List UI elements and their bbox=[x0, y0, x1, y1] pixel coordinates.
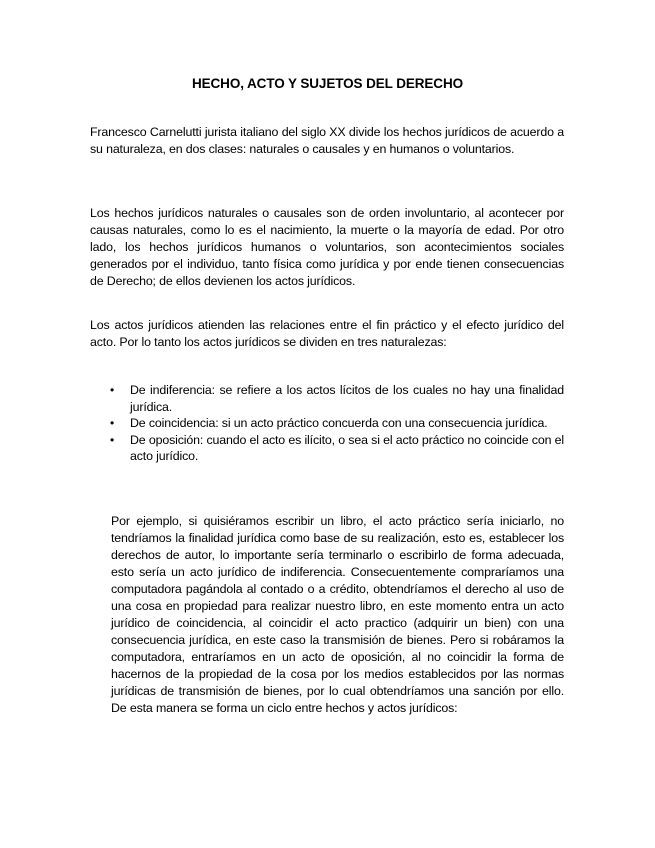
natures-list bbox=[90, 382, 564, 465]
list-item-indiferencia bbox=[90, 382, 564, 415]
page-title: HECHO, ACTO Y SUJETOS DEL DERECHO bbox=[191, 76, 463, 91]
bullet-icon: • bbox=[110, 416, 115, 430]
bullet-icon: • bbox=[110, 383, 115, 397]
paragraph-legal-acts: Los actos jurídicos atienden las relaciones entre el fin práctico y el efecto jurídico del acto. Por lo tanto los actos jurídicos se dividen en tres naturalezas: bbox=[90, 318, 564, 349]
list-item-oposicion bbox=[90, 432, 564, 465]
list-item-text: De coincidencia: si un acto práctico concuerda con una consecuencia jurídica. bbox=[130, 416, 548, 430]
paragraph-carnelutti: Francesco Carnelutti jurista italiano del siglo XX divide los hechos jurídicos de acuerdo a su naturaleza, en dos clases: naturales o causales y en humanos o voluntarios. bbox=[90, 125, 564, 156]
list-item-coincidencia bbox=[90, 415, 564, 432]
paragraph-natural-facts: Los hechos jurídicos naturales o causales son de orden involuntario, al acontecer por causas naturales, como lo es el nacimiento, la muerte o la mayoría de edad. Por otro lado, los hechos jurídicos humanos o voluntarios, son acontecimientos sociales generados por el individuo, tanto física como jurídica y por ende tienen consecuencias de Derecho; de ellos devienen los actos jurídicos. bbox=[90, 206, 564, 288]
paragraph-example: Por ejemplo, si quisiéramos escribir un libro, el acto práctico sería iniciarlo, no tendríamos la finalidad jurídica como base de su realización, esto es, establecer los derechos de autor, lo importante sería terminarlo o escribirlo de forma adecuada, esto sería un acto jurídico de indiferencia. Consecuentemente compraríamos una computadora pagándola al contado o a crédito, obtendríamos el derecho al uso de una cosa en propiedad para realizar nuestro libro, en este momento entra un acto jurídico de coincidencia, al coincidir el acto practico (adquirir un bien) con una consecuencia jurídica, en este caso la transmisión de bienes. Pero si robáramos la computadora, entraríamos en un acto de oposición, al no coincidir la forma de hacernos de la propiedad de la cosa por los medios establecidos por las normas jurídicas de transmisión de bienes, por lo cual obtendríamos una sanción por ello. De esta manera se forma un ciclo entre hechos y actos jurídicos: bbox=[111, 514, 564, 715]
list-item-text: De oposición: cuando el acto es ilícito, o sea si el acto práctico no coincide con el acto jurídico. bbox=[130, 432, 564, 463]
list-item-text: De indiferencia: se refiere a los actos lícitos de los cuales no hay una finalidad jurídica. bbox=[130, 383, 564, 414]
bullet-icon: • bbox=[110, 432, 115, 447]
